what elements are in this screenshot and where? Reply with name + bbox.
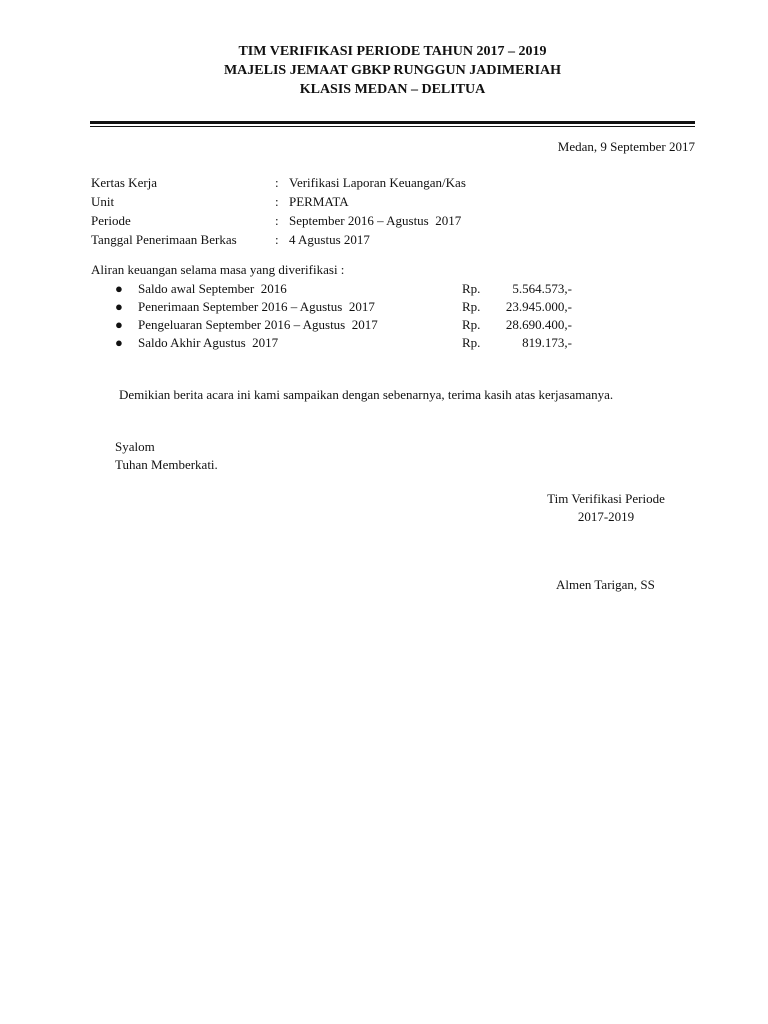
info-colon: : [275,232,279,247]
signature-team-line-2: 2017-2019 [577,509,635,524]
info-colon: : [275,194,279,209]
flow-item-label: Saldo awal September 2016 [138,281,287,296]
info-colon: : [275,213,279,228]
flow-item-amount: 28.690.400,- [505,317,572,332]
signatory-name: Almen Tarigan, SS [556,577,655,592]
greeting [115,438,218,474]
closing-text: Demikian berita acara ini kami sampaikan dengan sebenarnya, terima kasih atas kerjasamanya. [119,387,614,402]
info-row [91,192,466,211]
header-line-3: KLASIS MEDAN – DELITUA [299,82,486,97]
flow-item-amount: 819.173,- [522,335,572,350]
currency-label: Rp. [462,335,481,350]
list-item [115,280,572,298]
header-divider-thin [90,126,695,127]
info-row [91,230,466,249]
currency-label: Rp. [462,299,481,314]
header-divider-thick [90,121,695,124]
flow-intro: Aliran keuangan selama masa yang diverifikasi : [91,262,345,277]
flow-item-label: Pengeluaran September 2016 – Agustus 2017 [138,317,378,332]
header-line-2: MAJELIS JEMAAT GBKP RUNGGUN JADIMERIAH [223,63,562,78]
info-value: 4 Agustus 2017 [289,232,370,247]
bullet-icon: ● [115,299,123,314]
signature-team-line-1: Tim Verifikasi Periode [547,491,665,506]
info-table [91,173,466,249]
bullet-icon: ● [115,317,123,332]
flow-item-label: Penerimaan September 2016 – Agustus 2017 [138,299,375,314]
greeting-line-1: Syalom [115,439,155,454]
bullet-icon: ● [115,281,123,296]
bullet-icon: ● [115,335,123,350]
info-label: Unit [91,194,115,209]
info-value: Verifikasi Laporan Keuangan/Kas [289,175,466,190]
flow-item-amount: 23.945.000,- [505,299,572,314]
list-item [115,334,572,352]
letter-header [90,42,695,99]
info-label: Tanggal Penerimaan Berkas [91,232,237,247]
currency-label: Rp. [462,317,481,332]
header-line-1: TIM VERIFIKASI PERIODE TAHUN 2017 – 2019 [238,44,547,59]
signature-team [532,490,680,526]
info-value: September 2016 – Agustus 2017 [289,213,462,228]
info-colon: : [275,175,279,190]
info-row [91,173,466,192]
letter-date: Medan, 9 September 2017 [557,139,695,154]
currency-label: Rp. [462,281,481,296]
flow-item-label: Saldo Akhir Agustus 2017 [138,335,279,350]
info-label: Periode [91,213,131,228]
info-row [91,211,466,230]
list-item [115,298,572,316]
flow-item-amount: 5.564.573,- [512,281,572,296]
greeting-line-2: Tuhan Memberkati. [115,457,218,472]
closing-paragraph [91,386,695,404]
info-label: Kertas Kerja [91,175,158,190]
info-value: PERMATA [289,194,349,209]
list-item [115,316,572,334]
flow-list [115,280,572,352]
